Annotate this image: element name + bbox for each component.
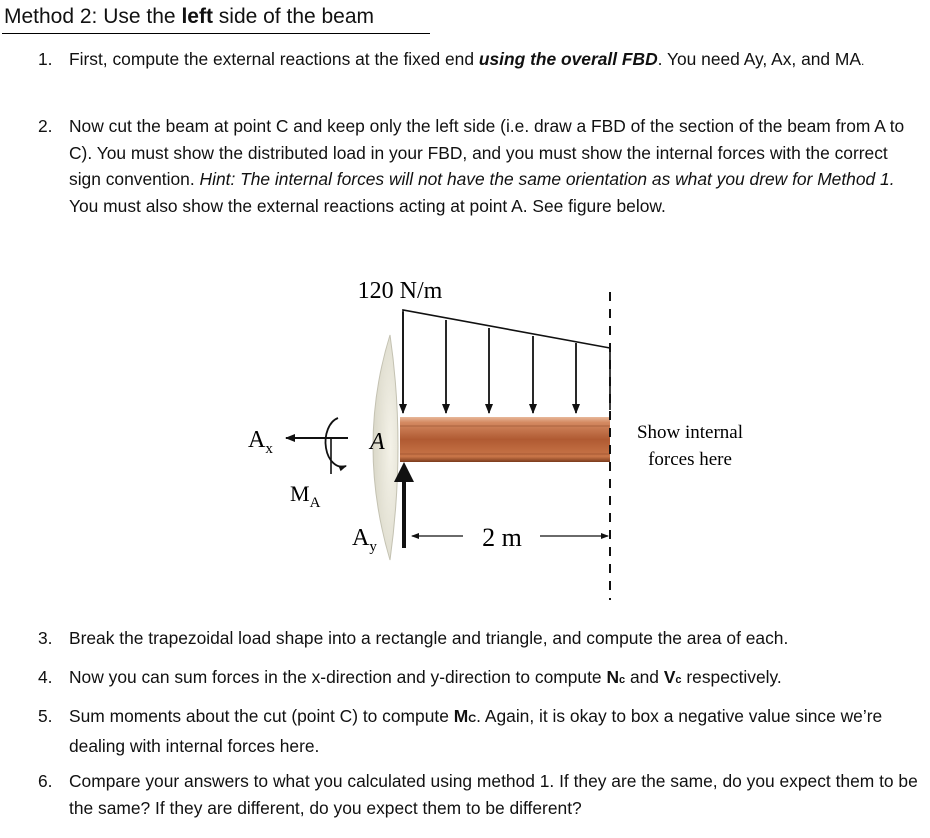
point-a-label: A [370, 429, 385, 455]
step-3: 3. Break the trapezoidal load shape into a rectangle and triangle, and compute the area of each. [38, 628, 789, 648]
step-4: 4. Now you can sum forces in the x-direction and y-direction to compute Nc and Vc respectively. [38, 667, 782, 687]
section-heading: Method 2: Use the left side of the beam [4, 5, 375, 28]
step-5: 5. Sum moments about the cut (point C) to compute MC. Again, it is okay to box a negative value since we’re dealing with internal forces here. [38, 706, 883, 756]
step-6: 6. Compare your answers to what you calculated using method 1. If they are the same, do you expect them to be the same? If they are different, do you expect them to be different? [38, 771, 918, 818]
moment-ma-arrow [325, 418, 346, 467]
internal-forces-note-line-1: Show internal [636, 422, 744, 443]
distributed-load-outline [403, 310, 610, 410]
reaction-ay-label: $A_y$ [352, 525, 377, 555]
load-intensity-label: 120 N/m [357, 278, 443, 304]
moment-ma-label: $M_A$ [290, 481, 321, 511]
heading-underline [2, 33, 430, 34]
reaction-ax-label: $A_x$ [248, 427, 273, 457]
step-1: 1. First, compute the external reactions at the fixed end using the overall FBD. You need Ay, Ax, and MA. [38, 49, 865, 69]
internal-forces-note-line-2: forces here [648, 449, 732, 470]
dimension-label: 2 m [482, 523, 522, 552]
beam-section [400, 417, 610, 462]
step-2: 2. Now cut the beam at point C and keep only the left side (i.e. draw a FBD of the section of the beam from A to C). You must show the distributed load in your FBD, and you must show the internal forces with the correct sign convention. Hint: The internal forces will not have the same orientation as what you drew for Method 1. You must also show the external reactions acting at point A. See figure below. [38, 116, 905, 216]
distributed-load-arrows [403, 312, 576, 413]
beam-fbd-figure [230, 270, 790, 610]
